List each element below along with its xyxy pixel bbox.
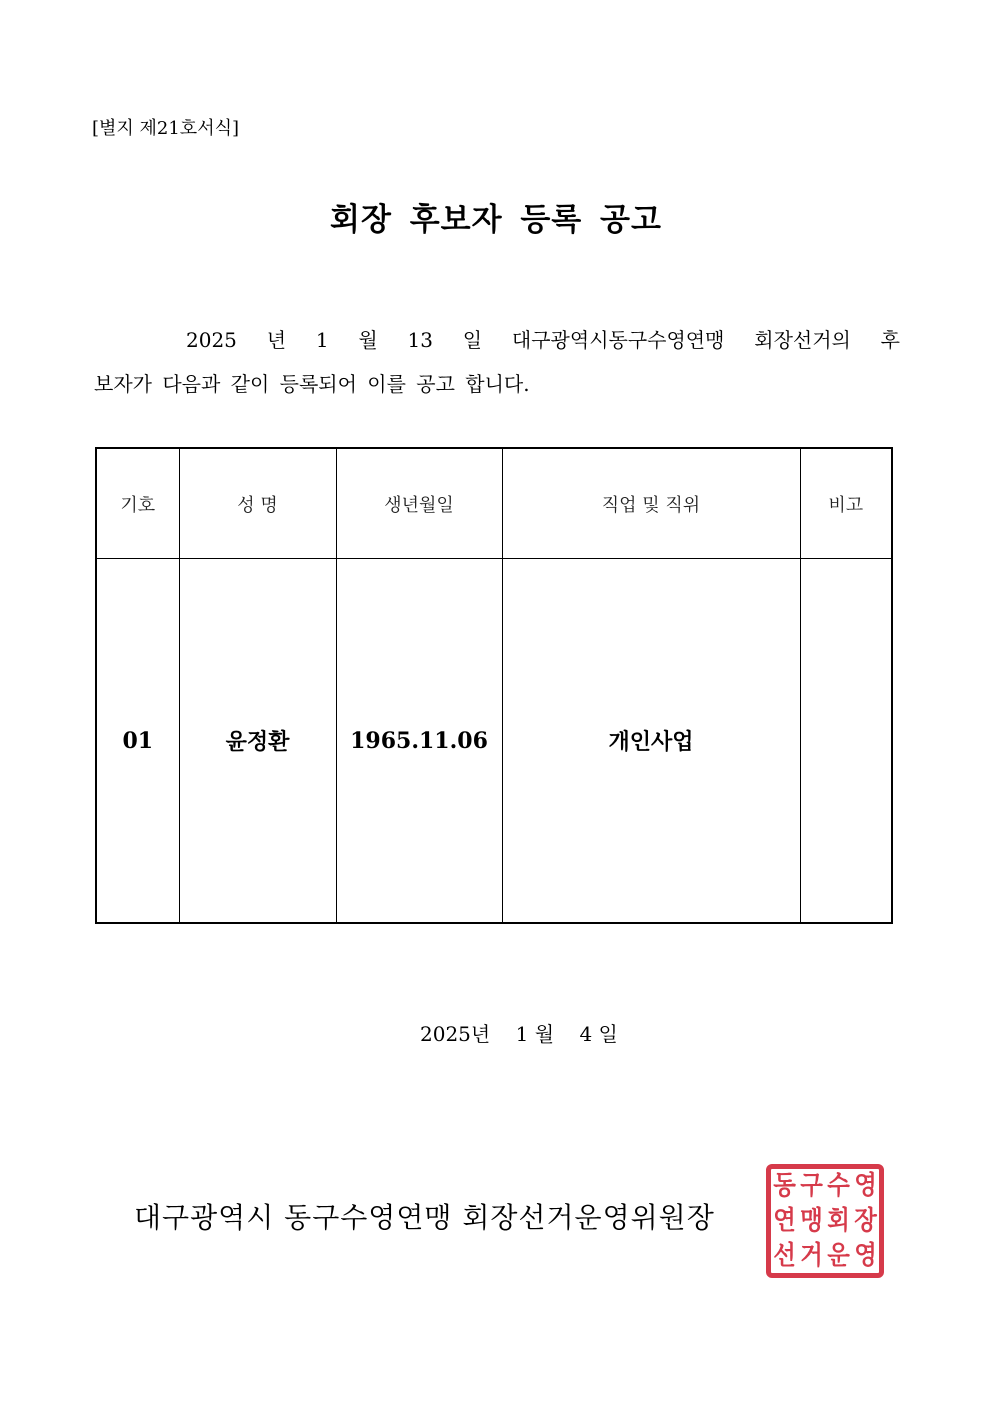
seal-glyph: 운	[827, 1240, 850, 1271]
table-header-row	[96, 448, 892, 559]
notice-line-1: 2025 년 1 월 13 일 대구광역시동구수영연맹 회장선거의 후	[186, 328, 900, 352]
candidate-name: 윤정환	[179, 559, 336, 924]
document-title: 회장 후보자 등록 공고	[330, 202, 662, 238]
header-name: 성 명	[179, 448, 336, 559]
seal-glyph: 영	[854, 1171, 877, 1202]
header-note: 비고	[800, 448, 892, 559]
candidate-number: 01	[96, 559, 179, 924]
candidate-occupation: 개인사업	[502, 559, 800, 924]
header-birthdate: 생년월일	[336, 448, 502, 559]
seal-glyph: 선	[773, 1240, 796, 1271]
header-number: 기호	[96, 448, 179, 559]
seal-glyph: 거	[800, 1240, 823, 1271]
seal-glyph: 구	[800, 1171, 823, 1202]
seal-glyph: 맹	[800, 1205, 823, 1236]
form-label: [별지 제21호서식]	[92, 118, 239, 139]
seal-glyph: 연	[773, 1205, 796, 1236]
header-occupation: 직업 및 직위	[502, 448, 800, 559]
seal-glyph: 동	[773, 1171, 796, 1202]
seal-glyph: 수	[827, 1171, 850, 1202]
seal-glyph: 영	[854, 1240, 877, 1271]
seal-glyph: 장	[854, 1205, 877, 1236]
notice-date: 2025년 1 월 4 일	[420, 1022, 618, 1046]
candidate-birthdate: 1965.11.06	[336, 559, 502, 924]
seal-glyph: 회	[827, 1205, 850, 1236]
table-row	[96, 559, 892, 924]
committee-chair: 대구광역시 동구수영연맹 회장선거운영위원장	[134, 1201, 715, 1234]
notice-line-2: 보자가 다음과 같이 등록되어 이를 공고 합니다.	[94, 372, 530, 396]
notice-paragraph	[94, 318, 900, 406]
candidate-table	[95, 447, 893, 924]
official-seal	[766, 1164, 884, 1278]
candidate-note	[800, 559, 892, 924]
